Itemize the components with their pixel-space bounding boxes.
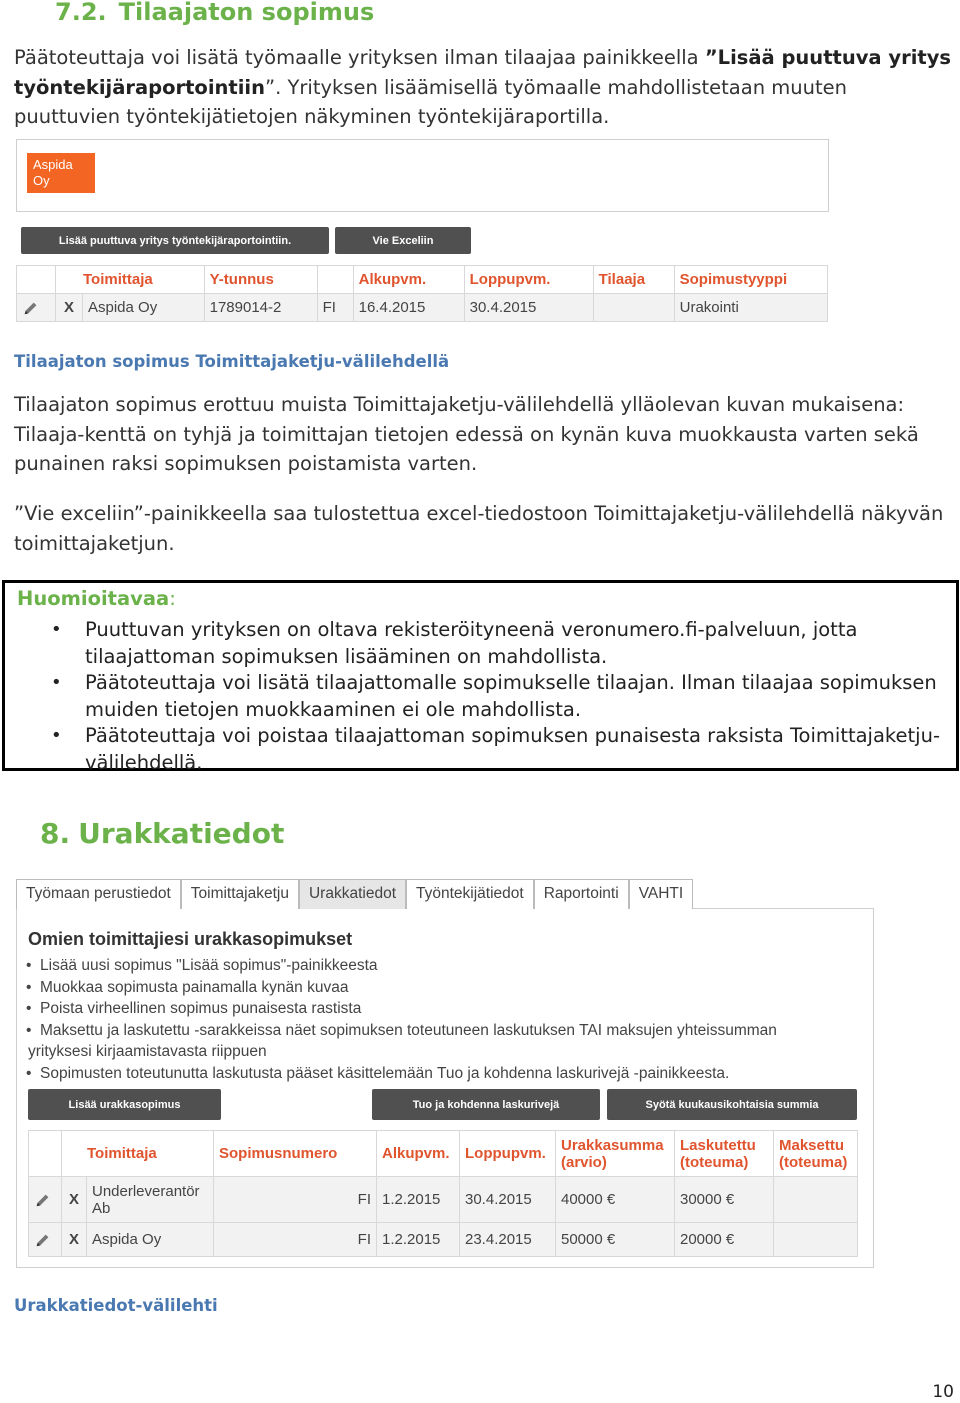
list-item: • Muokkaa sopimusta painamalla kynän kuvaa	[22, 977, 822, 999]
start-date-cell: 1.2.2015	[377, 1177, 460, 1223]
export-excel-button[interactable]: Vie Exceliin	[335, 227, 471, 254]
col-header: Y-tunnus	[204, 266, 317, 294]
tab-worker-info[interactable]: Työntekijätiedot	[406, 879, 534, 909]
add-contract-button[interactable]: Lisää urakkasopimus	[28, 1089, 221, 1120]
contract-table	[28, 1130, 858, 1257]
paid-cell	[774, 1223, 858, 1257]
delete-x-icon[interactable]: X	[62, 1223, 87, 1257]
company-logo: Aspida Oy	[27, 153, 95, 193]
col-header: Maksettu (toteuma)	[774, 1131, 858, 1177]
sum-cell: 50000 €	[556, 1223, 675, 1257]
note-title: Huomioitavaa:	[17, 587, 176, 610]
table-header-row	[29, 1131, 858, 1177]
supplier-cell: Underleverantör Ab	[87, 1177, 214, 1223]
pencil-icon[interactable]	[17, 294, 56, 322]
country-cell: FI	[214, 1223, 377, 1257]
figure-caption: Tilaajaton sopimus Toimittajaketju-välilehdellä	[14, 352, 450, 371]
list-item: • Poista virheellinen sopimus punaisesta rastista	[22, 998, 822, 1020]
supplier-cell: Aspida Oy	[83, 294, 205, 322]
panel-title: Omien toimittajiesi urakkasopimukset	[28, 929, 353, 949]
instruction-list	[22, 955, 822, 1084]
start-date-cell: 16.4.2015	[353, 294, 464, 322]
list-item-continuation: yrityksesi kirjaamistavasta riippuen	[28, 1043, 267, 1060]
table-row	[29, 1177, 858, 1223]
tab-reporting[interactable]: Raportointi	[534, 879, 629, 909]
tab-vahti[interactable]: VAHTI	[629, 879, 694, 909]
start-date-cell: 1.2.2015	[377, 1223, 460, 1257]
supplier-cell: Aspida Oy	[87, 1223, 214, 1257]
company-header	[16, 139, 829, 212]
supplier-chain-table	[16, 265, 828, 322]
col-header: Alkupvm.	[353, 266, 464, 294]
table-row	[17, 294, 828, 322]
pencil-icon[interactable]	[29, 1177, 62, 1223]
col-header: Toimittaja	[62, 1131, 214, 1177]
delete-x-icon[interactable]: X	[56, 294, 83, 322]
end-date-cell: 23.4.2015	[460, 1223, 556, 1257]
col-header: Toimittaja	[56, 266, 205, 294]
tab-contract-info[interactable]: Urakkatiedot	[299, 879, 406, 909]
contract-type-cell: Urakointi	[674, 294, 827, 322]
col-header: Urakkasumma (arvio)	[556, 1131, 675, 1177]
section-heading: 8. Urakkatiedot	[40, 817, 285, 850]
table-header-row	[17, 266, 828, 294]
sum-cell: 40000 €	[556, 1177, 675, 1223]
excel-paragraph: ”Vie exceliin”-painikkeella saa tulostettua excel-tiedostoon Toimittajaketju-välilehdellä näkyvän toimittajaketjun.	[14, 502, 944, 555]
col-header: Tilaaja	[593, 266, 674, 294]
intro-paragraph: Päätoteuttaja voi lisätä työmaalle yrityksen ilman tilaajaa painikkeella ”Lisää puuttuva yritys työntekijäraportointiin”. Yrityksen lisäämisellä työmaalle mahdollistetaan muuten puuttuvien työntekijätietojen näkyminen työntekijäraportilla.	[14, 46, 952, 128]
col-header: Laskutettu (toteuma)	[675, 1131, 774, 1177]
section-heading: 7.2. Tilaajaton sopimus	[55, 0, 375, 26]
import-invoice-rows-button[interactable]: Tuo ja kohdenna laskurivejä	[372, 1089, 600, 1120]
country-cell: FI	[317, 294, 353, 322]
note-list	[5, 617, 945, 776]
page-number: 10	[932, 1382, 954, 1402]
client-cell	[593, 294, 674, 322]
list-item: • Puuttuvan yrityksen on oltava rekisteröityneenä veronumero.fi-palveluun, jotta tilaajattoman sopimuksen lisääminen on mahdollista.	[85, 617, 945, 670]
col-header: Loppupvm.	[460, 1131, 556, 1177]
col-header: Loppupvm.	[464, 266, 593, 294]
figure-caption: Urakkatiedot-välilehti	[14, 1296, 218, 1315]
monthly-sums-button[interactable]: Syötä kuukausikohtaisia summia	[607, 1089, 857, 1120]
tab-site-info[interactable]: Työmaan perustiedot	[16, 879, 181, 909]
list-item: • Päätoteuttaja voi poistaa tilaajattoman sopimuksen punaisesta raksista Toimittajaketju-välilehdellä.	[85, 723, 945, 776]
paid-cell	[774, 1177, 858, 1223]
tab-bar	[16, 879, 693, 909]
end-date-cell: 30.4.2015	[464, 294, 593, 322]
business-id-cell: 1789014-2	[204, 294, 317, 322]
table-row	[29, 1223, 858, 1257]
invoiced-cell: 30000 €	[675, 1177, 774, 1223]
list-item: • Lisää uusi sopimus "Lisää sopimus"-painikkeesta	[22, 955, 822, 977]
country-cell: FI	[214, 1177, 377, 1223]
note-box	[2, 580, 959, 774]
invoiced-cell: 20000 €	[675, 1223, 774, 1257]
list-item: • Maksettu ja laskutettu -sarakkeissa näet sopimuksen toteutuneen laskutuksen TAI maksujen yhteissumman	[22, 1020, 822, 1042]
end-date-cell: 30.4.2015	[460, 1177, 556, 1223]
col-header: Sopimusnumero	[214, 1131, 377, 1177]
list-item: • Sopimusten toteutunutta laskutusta pääset käsittelemään Tuo ja kohdenna laskurivejä -painikkeesta.	[22, 1063, 822, 1085]
pencil-icon[interactable]	[29, 1223, 62, 1257]
col-header: Alkupvm.	[377, 1131, 460, 1177]
col-header: Sopimustyyppi	[674, 266, 827, 294]
list-item: • Päätoteuttaja voi lisätä tilaajattomalle sopimukselle tilaajan. Ilman tilaajaa sopimuksen muiden tietojen muokkaaminen ei ole mahdollista.	[85, 670, 945, 723]
delete-x-icon[interactable]: X	[62, 1177, 87, 1223]
add-missing-company-button[interactable]: Lisää puuttuva yritys työntekijäraportointiin.	[21, 227, 329, 254]
description-paragraph: Tilaajaton sopimus erottuu muista Toimittajaketju-välilehdellä ylläolevan kuvan mukaisena: Tilaaja-kenttä on tyhjä ja toimittajan tietojen edessä on kynän kuva muokkausta varten sekä punainen raksi sopimuksen poistamista varten.	[14, 393, 919, 475]
tab-supplier-chain[interactable]: Toimittajaketju	[181, 879, 299, 909]
